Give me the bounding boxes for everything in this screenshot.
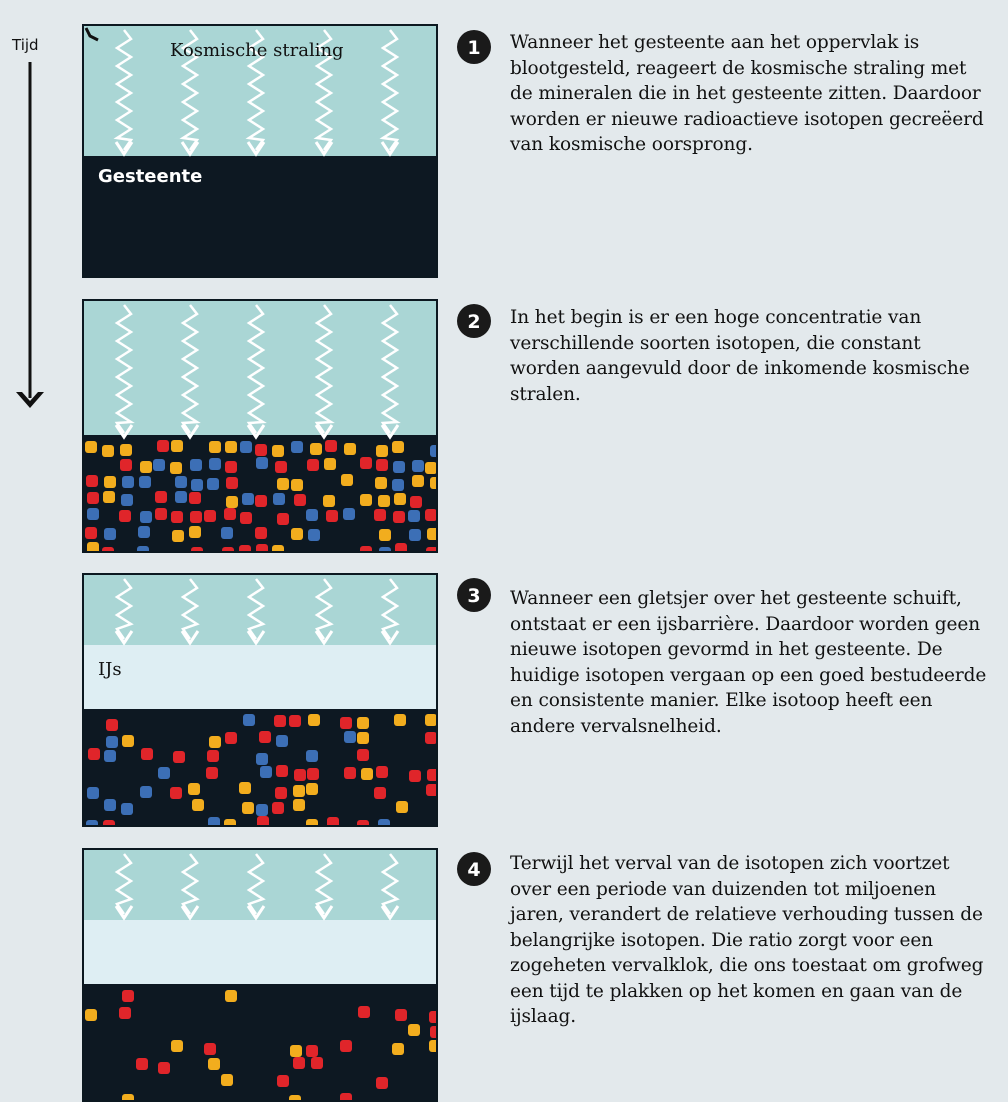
isotope-dot [393, 461, 405, 473]
step-4-badge [455, 850, 493, 888]
isotope-dot [240, 512, 252, 524]
isotope-dot [272, 445, 284, 457]
isotope-dot [344, 767, 356, 779]
isotope-dot [139, 476, 151, 488]
isotope-dot [276, 765, 288, 777]
isotope-dot [378, 819, 390, 827]
isotope-dot [412, 460, 424, 472]
isotope-dot [88, 748, 100, 760]
isotope-dot [392, 441, 404, 453]
isotope-dot [340, 1040, 352, 1052]
isotope-dot [308, 714, 320, 726]
isotope-dot [86, 475, 98, 487]
isotope-dot [306, 819, 318, 827]
isotope-dot [429, 1011, 438, 1023]
isotope-dot [104, 799, 116, 811]
isotope-dot [158, 767, 170, 779]
step-3-text: Wanneer een gletsjer over het gesteente schuift, ontstaat er een ijsbarrière. Daardoor worden geen nieuwe isotopen gevormd in het gesteente. De huidige isotopen vergaan op een goed bestudeerde en consistente manier. Elke isotoop heeft een andere vervalsnelheid. [510, 588, 987, 737]
isotope-dot [396, 801, 408, 813]
isotope-dot [427, 528, 438, 540]
isotope-dot [226, 477, 238, 489]
isotope-dot [327, 817, 339, 827]
isotope-dot [277, 513, 289, 525]
isotope-dot [310, 443, 322, 455]
isotope-dot [173, 751, 185, 763]
timeline-arrow-icon [14, 62, 48, 414]
isotope-dot [307, 768, 319, 780]
isotope-dot [240, 441, 252, 453]
isotope-dot [190, 511, 202, 523]
isotope-dot [222, 547, 234, 553]
isotope-dot [291, 528, 303, 540]
isotope-dot [408, 510, 420, 522]
panel-ice-barrier [82, 573, 438, 827]
isotope-dot [395, 543, 407, 553]
step-4-number: 4 [467, 859, 481, 881]
step-2-number: 2 [467, 311, 481, 333]
isotope-dot [360, 546, 372, 553]
isotope-dot [360, 457, 372, 469]
isotope-dot [106, 736, 118, 748]
isotope-dot [140, 511, 152, 523]
isotope-dot [122, 990, 134, 1002]
isotope-dot [208, 817, 220, 827]
isotope-dot [204, 1043, 216, 1055]
isotope-dot [376, 1077, 388, 1089]
isotope-dot [307, 459, 319, 471]
isotope-dot [311, 1057, 323, 1069]
isotope-dot [294, 769, 306, 781]
isotope-dot [140, 786, 152, 798]
isotope-dot [255, 495, 267, 507]
isotope-dot [276, 735, 288, 747]
isotope-dot [361, 768, 373, 780]
isotope-dot [102, 445, 114, 457]
isotope-dot [87, 787, 99, 799]
panel-4-graphic [84, 850, 438, 1102]
isotope-dot [191, 547, 203, 553]
isotope-dot [206, 767, 218, 779]
step-3-badge [455, 576, 493, 614]
isotope-dot [378, 495, 390, 507]
isotope-dot [85, 441, 97, 453]
isotope-dot [306, 750, 318, 762]
isotope-dot [259, 731, 271, 743]
isotope-dot [275, 787, 287, 799]
isotope-dot [225, 732, 237, 744]
isotope-dot [425, 714, 437, 726]
isotope-dot [188, 783, 200, 795]
isotope-dot [341, 474, 353, 486]
isotope-dot [306, 509, 318, 521]
isotope-dot [293, 785, 305, 797]
isotope-dot [394, 493, 406, 505]
isotope-dot [358, 1006, 370, 1018]
isotope-dot [272, 545, 284, 553]
isotope-dot [175, 476, 187, 488]
isotope-dot [340, 717, 352, 729]
isotope-dot [155, 508, 167, 520]
step-1-badge [455, 28, 493, 66]
ice-layer [84, 645, 436, 709]
isotope-dot [119, 510, 131, 522]
isotope-dot [374, 787, 386, 799]
panel-isotope-decay [82, 848, 438, 1102]
isotope-dot [122, 735, 134, 747]
isotope-dot [357, 749, 369, 761]
isotope-dot [343, 508, 355, 520]
isotope-dot [208, 1058, 220, 1070]
isotope-dot [357, 820, 369, 827]
step-2-badge [455, 302, 493, 340]
isotope-dot [87, 542, 99, 553]
isotope-dot [426, 784, 438, 796]
isotope-dot [326, 510, 338, 522]
panel-3-graphic [84, 575, 438, 827]
isotope-dot [103, 491, 115, 503]
isotope-dot [323, 495, 335, 507]
isotope-dot [224, 508, 236, 520]
isotope-dot [257, 816, 269, 827]
isotope-dot [395, 1009, 407, 1021]
isotope-dot [306, 783, 318, 795]
isotope-dot [85, 527, 97, 539]
isotope-dot [87, 492, 99, 504]
isotope-dot [140, 461, 152, 473]
isotope-dot [430, 1026, 438, 1038]
isotope-dot [170, 462, 182, 474]
isotope-dot [360, 494, 372, 506]
isotope-dot [374, 509, 386, 521]
isotope-dot [119, 1007, 131, 1019]
isotope-dot [430, 477, 438, 489]
isotope-dot [171, 511, 183, 523]
isotope-dot [376, 459, 388, 471]
isotope-dot [340, 1093, 352, 1102]
isotope-dot [204, 510, 216, 522]
panel-surface-exposure [82, 24, 438, 278]
isotope-dot [103, 820, 115, 827]
isotope-dot [274, 715, 286, 727]
isotope-dot [425, 462, 437, 474]
isotope-dot [426, 547, 438, 553]
isotope-dot [189, 526, 201, 538]
sky-layer [84, 301, 436, 435]
isotope-dot [376, 766, 388, 778]
rock-label: Gesteente [98, 166, 203, 187]
isotope-dot [394, 714, 406, 726]
isotope-dot [392, 1043, 404, 1055]
isotope-dot [260, 766, 272, 778]
isotope-dot [379, 529, 391, 541]
isotope-dot [155, 491, 167, 503]
isotope-dot [157, 440, 169, 452]
isotope-dot [277, 1075, 289, 1087]
isotope-dot [325, 440, 337, 452]
isotope-dot [225, 461, 237, 473]
panel-1-graphic [84, 26, 438, 278]
ice-label: IJs [98, 659, 122, 680]
isotope-dot [242, 802, 254, 814]
isotope-dot [430, 445, 438, 457]
isotope-dot [357, 732, 369, 744]
step-1-number: 1 [467, 37, 481, 59]
isotope-dot [239, 782, 251, 794]
step-1-text: Wanneer het gesteente aan het oppervlak is blootgesteld, reageert de kosmische straling met de mineralen die in het gesteente zitten. Daardoor worden er nieuwe radioactieve isotopen gecreëerd van kosmische oorsprong. [510, 32, 984, 155]
isotope-dot [209, 458, 221, 470]
isotope-dot [175, 491, 187, 503]
isotope-dot [106, 719, 118, 731]
isotope-dot [289, 1095, 301, 1102]
isotope-dot [376, 445, 388, 457]
ice-layer [84, 920, 436, 984]
isotope-dot [427, 769, 438, 781]
isotope-dot [153, 459, 165, 471]
isotope-dot [256, 804, 268, 816]
isotope-dot [392, 479, 404, 491]
timeline-label: Tijd [12, 36, 39, 54]
isotope-dot [120, 444, 132, 456]
isotope-dot [158, 1062, 170, 1074]
isotope-dot [172, 530, 184, 542]
isotope-dot [290, 1045, 302, 1057]
isotope-dot [379, 547, 391, 553]
isotope-dot [242, 493, 254, 505]
isotope-dot [291, 479, 303, 491]
isotope-dot [256, 753, 268, 765]
isotope-dot [429, 1040, 438, 1052]
isotope-dot [324, 458, 336, 470]
isotope-dot [221, 527, 233, 539]
isotope-dot [255, 527, 267, 539]
isotope-dot [122, 476, 134, 488]
isotope-dot [137, 546, 149, 553]
isotope-dot [141, 748, 153, 760]
isotope-dot [189, 492, 201, 504]
step-3-number: 3 [467, 585, 481, 607]
isotope-dot [86, 820, 98, 827]
isotope-dot [293, 1057, 305, 1069]
isotope-dot [344, 443, 356, 455]
isotope-dot [226, 496, 238, 508]
isotope-dot [120, 459, 132, 471]
isotope-dot [225, 441, 237, 453]
isotope-dot [122, 1094, 134, 1102]
step-2-text: In het begin is er een hoge concentratie van verschillende soorten isotopen, die constant worden aangevuld door de inkomende kosmische stralen. [510, 307, 970, 405]
isotope-dot [207, 478, 219, 490]
panel-isotope-accumulation [82, 299, 438, 553]
isotope-dot [256, 544, 268, 553]
isotope-dot [121, 494, 133, 506]
isotope-dot [272, 802, 284, 814]
isotope-dot [306, 1045, 318, 1057]
isotope-dot [393, 511, 405, 523]
isotope-dot [104, 750, 116, 762]
isotope-dot [410, 496, 422, 508]
isotope-dot [121, 803, 133, 815]
label-pointer-icon [84, 26, 104, 44]
isotope-dot [409, 770, 421, 782]
isotope-dot [190, 459, 202, 471]
isotope-dot [171, 1040, 183, 1052]
step-4-text: Terwijl het verval van de isotopen zich voortzet over een periode van duizenden tot miljoenen jaren, verandert de relatieve verhouding tussen de belangrijke isotopen. Die ratio zorgt voor een zogeheten vervalklok, die ons toestaat om grofweg een tijd te plakken op het komen en gaan van de ijslaag. [510, 853, 984, 1027]
isotope-dot [243, 714, 255, 726]
isotope-dot [277, 478, 289, 490]
isotope-dot [425, 509, 437, 521]
isotope-dot [171, 440, 183, 452]
cosmic-radiation-label: Kosmische straling [170, 40, 344, 61]
isotope-dot [136, 1058, 148, 1070]
isotope-dot [275, 461, 287, 473]
isotope-dot [207, 750, 219, 762]
isotope-dot [294, 494, 306, 506]
isotope-dot [357, 717, 369, 729]
isotope-dot [425, 732, 437, 744]
isotope-dot [221, 1074, 233, 1086]
isotope-dot [409, 529, 421, 541]
isotope-dot [85, 1009, 97, 1021]
isotope-dot [209, 441, 221, 453]
isotope-dot [209, 736, 221, 748]
isotope-dot [308, 529, 320, 541]
isotope-dot [293, 799, 305, 811]
isotope-dot [192, 799, 204, 811]
isotope-dot [224, 819, 236, 827]
isotope-dot [191, 479, 203, 491]
isotope-dot [256, 457, 268, 469]
isotope-dot [255, 444, 267, 456]
isotope-dot [375, 477, 387, 489]
isotope-dot [408, 1024, 420, 1036]
isotope-dot [104, 528, 116, 540]
isotope-dot [291, 441, 303, 453]
isotope-dot [102, 547, 114, 553]
isotope-dot [87, 508, 99, 520]
isotope-dot [239, 545, 251, 553]
isotope-dot [104, 476, 116, 488]
isotope-dot [344, 731, 356, 743]
panel-2-graphic [84, 301, 438, 553]
isotope-dot [273, 493, 285, 505]
isotope-dot [289, 715, 301, 727]
isotope-dot [225, 990, 237, 1002]
isotope-dot [412, 475, 424, 487]
isotope-dot [138, 526, 150, 538]
isotope-dot [170, 787, 182, 799]
